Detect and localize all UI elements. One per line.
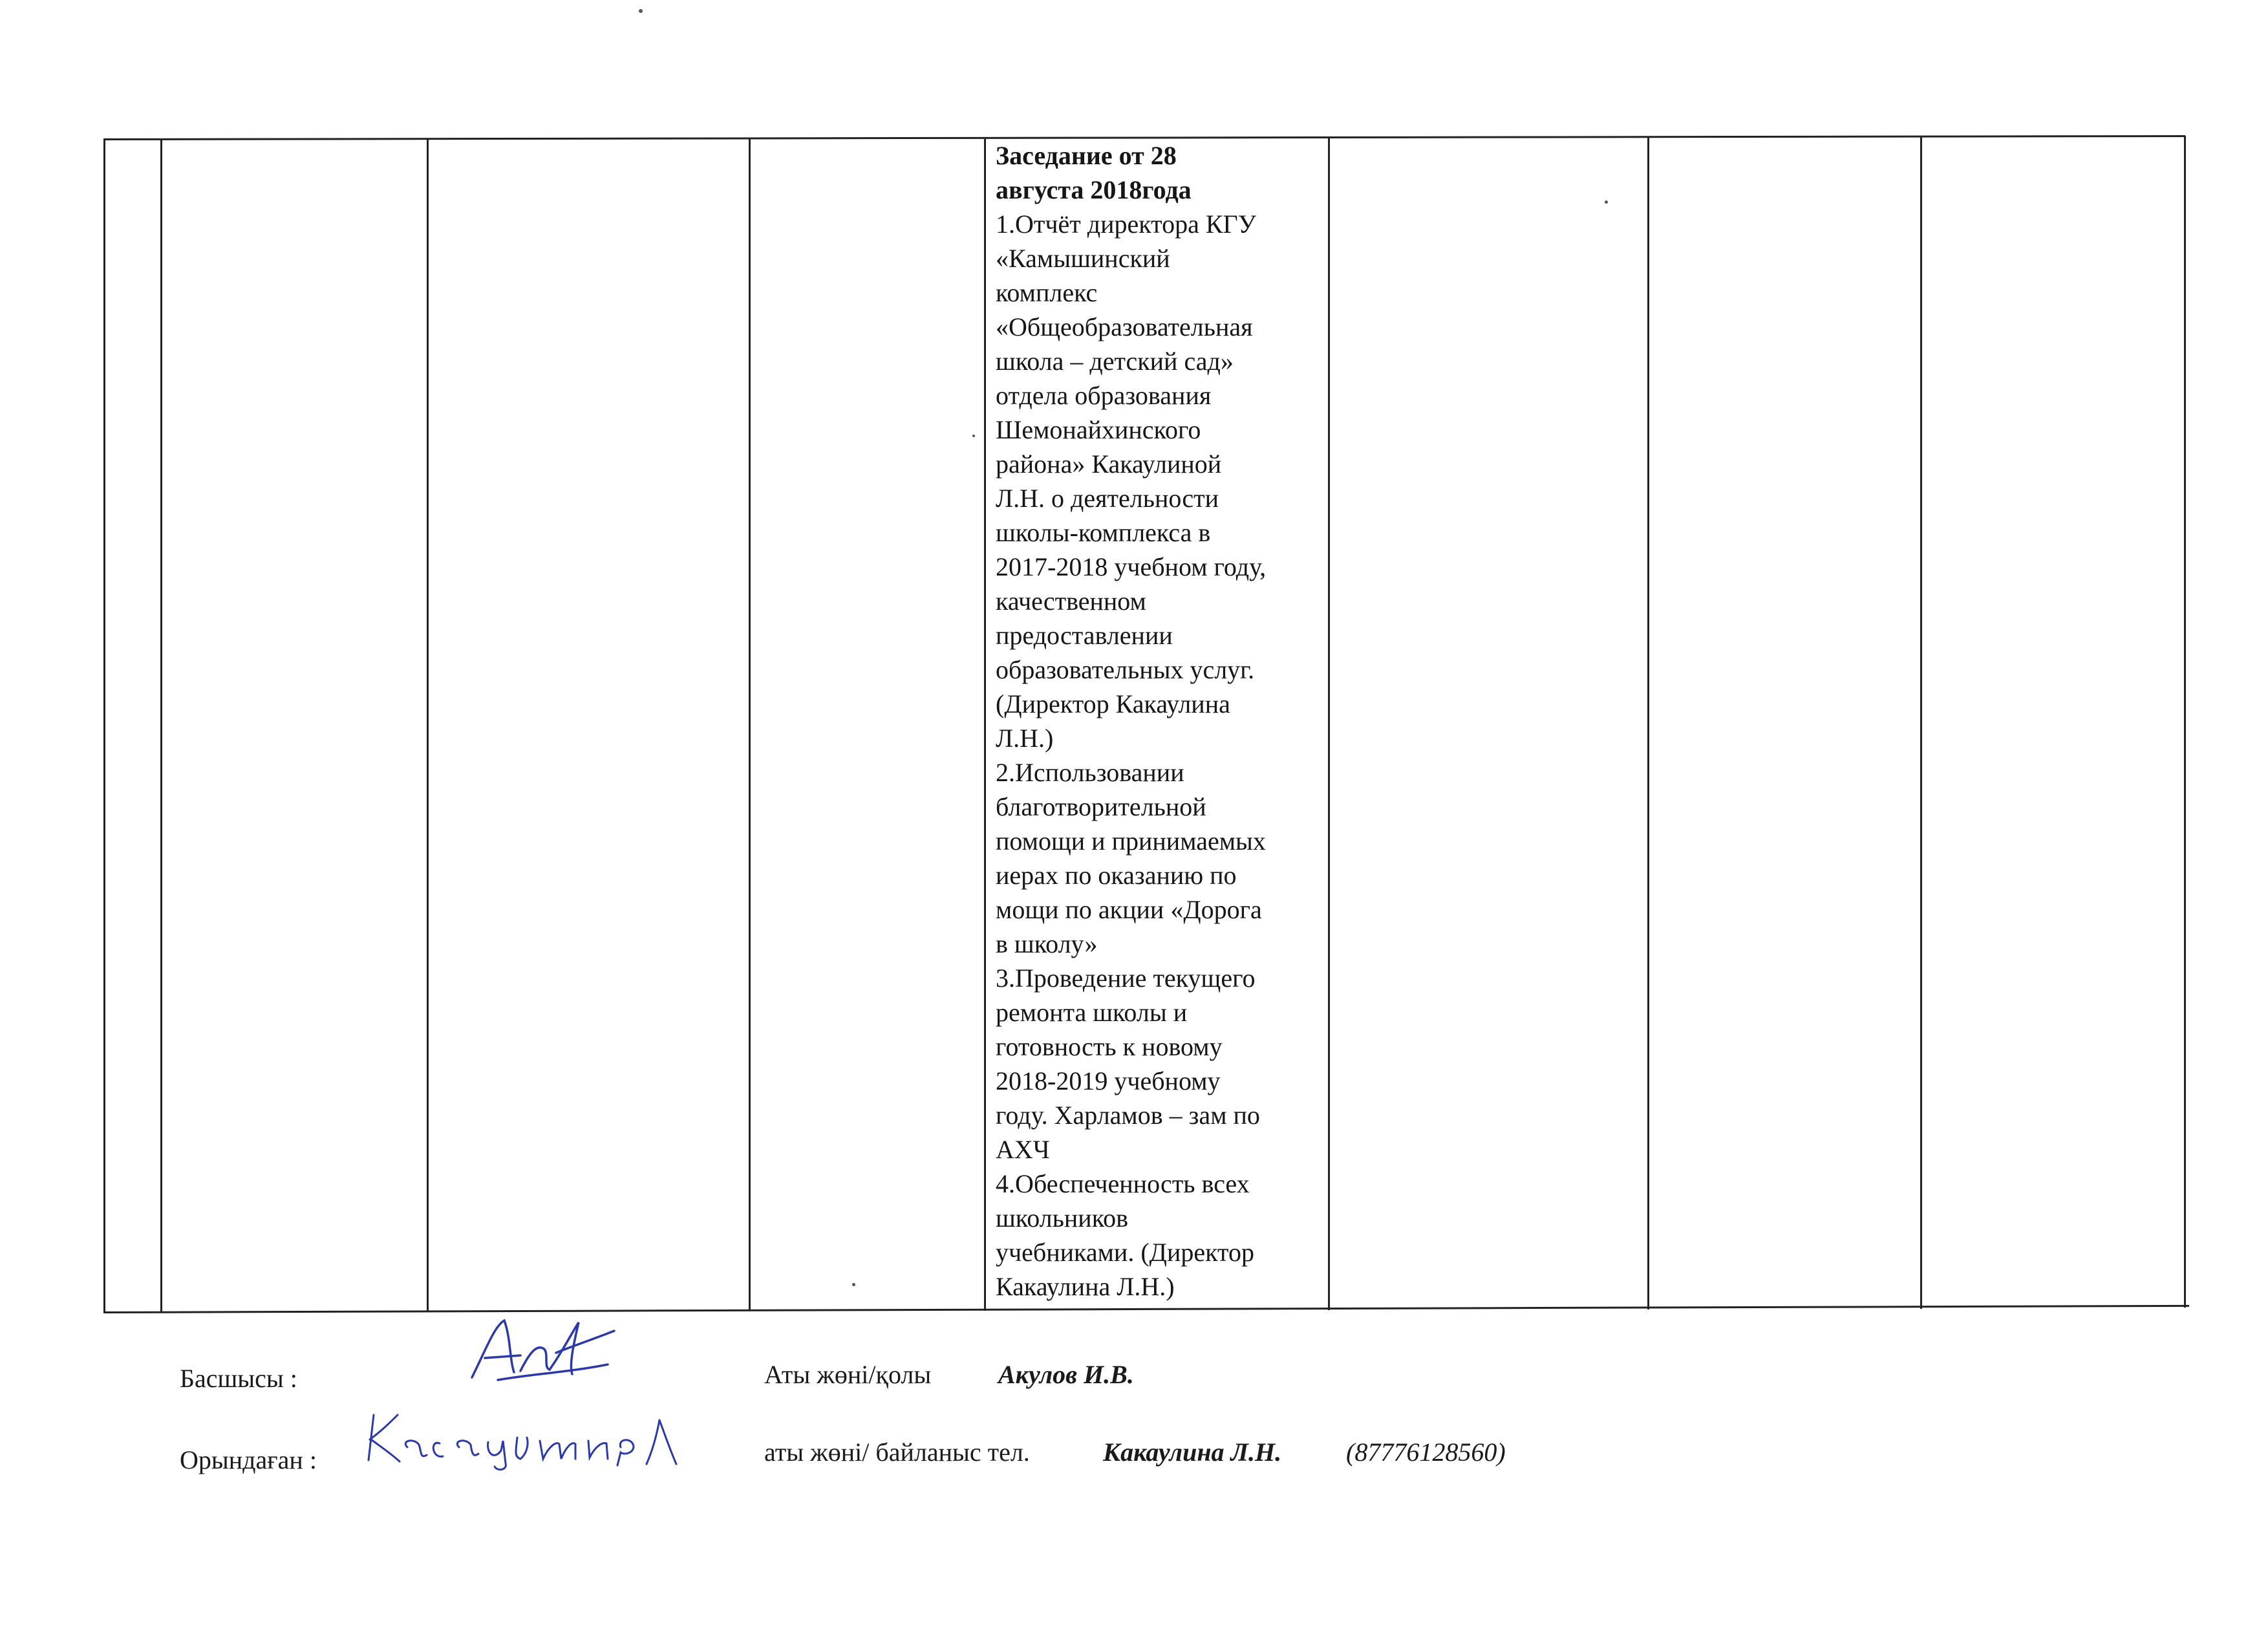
meeting-agenda-line: школа – детский сад» bbox=[996, 347, 1234, 376]
table-column-border bbox=[160, 140, 162, 1311]
meeting-agenda-line: 2.Использовании bbox=[996, 758, 1184, 787]
meeting-agenda-line: «Общеобразовательная bbox=[996, 312, 1253, 341]
table-column-border bbox=[2184, 136, 2186, 1308]
meeting-agenda-line: школьников bbox=[996, 1203, 1128, 1233]
meeting-agenda-line: комплекс bbox=[996, 278, 1098, 307]
executor-phone: (87776128560) bbox=[1346, 1438, 1506, 1467]
meeting-agenda-items bbox=[996, 207, 1324, 1304]
meeting-agenda-line: 2017-2018 учебном году, bbox=[996, 552, 1267, 581]
table-bottom-border bbox=[103, 1305, 2189, 1313]
meeting-agenda-line: школы-комплекса в bbox=[996, 518, 1211, 547]
executor-signature bbox=[362, 1402, 711, 1473]
meeting-agenda-line: готовность к новому bbox=[996, 1032, 1223, 1061]
meeting-agenda-line: 3.Проведение текущего bbox=[996, 964, 1256, 993]
head-name-label: Аты жөні/қолы bbox=[764, 1360, 932, 1389]
meeting-agenda-line: Л.Н. о деятельности bbox=[996, 484, 1219, 513]
meeting-heading bbox=[996, 138, 1324, 207]
meeting-agenda-line: ремонта школы и bbox=[996, 998, 1188, 1027]
table-column-border bbox=[984, 139, 986, 1311]
meeting-agenda-line: 1.Отчёт директора КГУ bbox=[996, 210, 1256, 239]
executor-label: Орындаған : bbox=[180, 1445, 317, 1474]
scan-speck bbox=[639, 9, 643, 13]
head-signature bbox=[459, 1313, 627, 1390]
meeting-agenda-line: учебниками. (Директор bbox=[996, 1238, 1254, 1267]
meeting-agenda-line: качественном bbox=[996, 587, 1146, 616]
table-column-border bbox=[427, 140, 429, 1311]
executor-name-label: аты жөні/ байланыс тел. bbox=[764, 1438, 1030, 1467]
meeting-agenda-line: (Директор Какаулина bbox=[996, 689, 1230, 718]
meeting-agenda-line: предоставлении bbox=[996, 621, 1173, 650]
meeting-agenda-line: Шемонайхинского bbox=[996, 415, 1201, 444]
meeting-agenda-line: АХЧ bbox=[996, 1135, 1050, 1164]
meeting-agenda-line: 2018-2019 учебному bbox=[996, 1066, 1221, 1095]
meeting-agenda-line: мощи по акции «Дорога bbox=[996, 895, 1262, 924]
meeting-agenda-line: района» Какаулиной bbox=[996, 449, 1222, 479]
meeting-heading-line: Заседание от 28 bbox=[996, 141, 1177, 170]
meeting-agenda-line: в школу» bbox=[996, 929, 1098, 958]
meeting-agenda-line: благотворительной bbox=[996, 792, 1206, 821]
meeting-agenda-line: году. Харламов – зам по bbox=[996, 1101, 1260, 1130]
scan-speck bbox=[1605, 200, 1608, 204]
meeting-agenda-line: иерах по оказанию по bbox=[996, 861, 1237, 890]
table-column-border bbox=[1920, 137, 1922, 1309]
meeting-agenda-line: Какаулина Л.Н.) bbox=[996, 1272, 1175, 1301]
table-column-border bbox=[1328, 138, 1330, 1310]
meeting-agenda-line: помощи и принимаемых bbox=[996, 826, 1266, 856]
executor-name: Какаулина Л.Н. bbox=[1103, 1438, 1282, 1467]
meeting-agenda-line: образовательных услуг. bbox=[996, 655, 1255, 684]
table-column-border bbox=[749, 139, 751, 1311]
meeting-heading-line: августа 2018года bbox=[996, 175, 1192, 204]
head-label: Басшысы : bbox=[180, 1364, 297, 1393]
table-column-border bbox=[1647, 138, 1649, 1310]
meeting-agenda-line: «Камышинский bbox=[996, 244, 1170, 273]
meeting-agenda-line: 4.Обеспеченность всех bbox=[996, 1169, 1250, 1198]
head-name: Акулов И.В. bbox=[998, 1360, 1134, 1389]
meeting-agenda-line: отдела образования bbox=[996, 381, 1212, 410]
scan-speck bbox=[972, 435, 975, 437]
scan-speck bbox=[852, 1283, 855, 1286]
meeting-agenda-cell bbox=[996, 138, 1324, 1304]
table-column-border bbox=[103, 140, 105, 1312]
meeting-agenda-line: Л.Н.) bbox=[996, 724, 1054, 753]
